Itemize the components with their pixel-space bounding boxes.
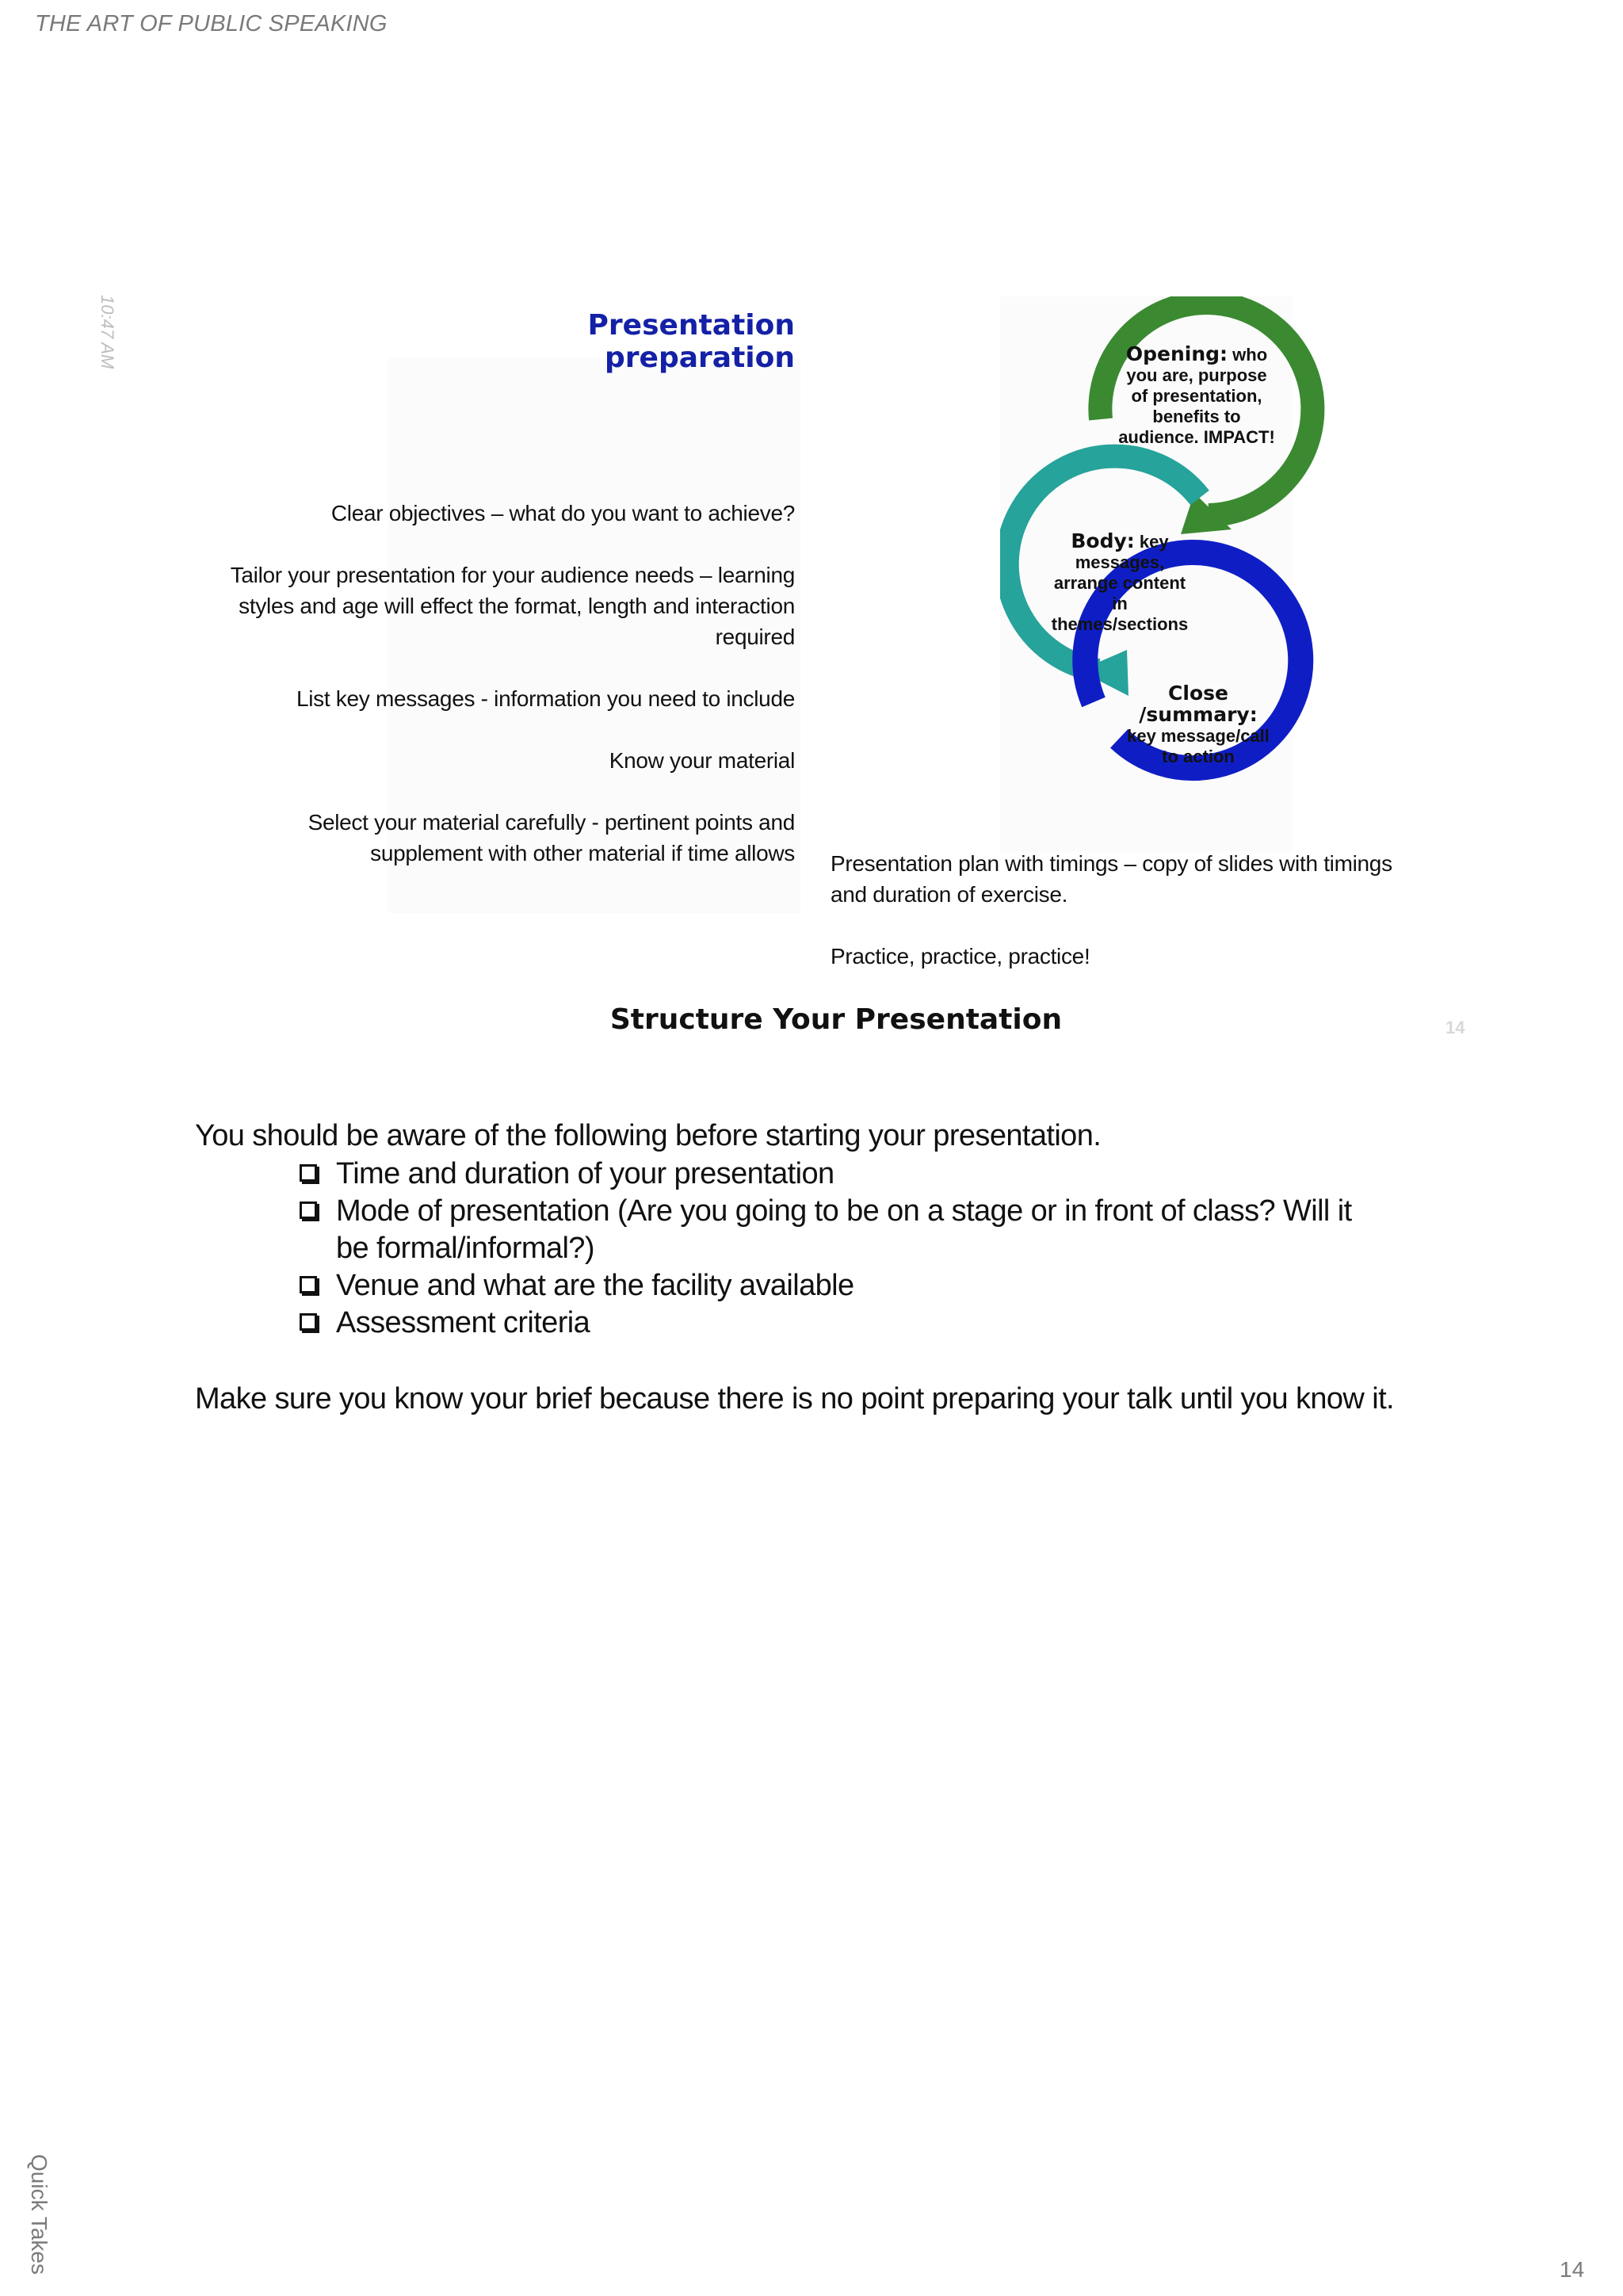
running-header: THE ART OF PUBLIC SPEAKING — [35, 11, 388, 36]
slide-point: Presentation plan with timings – copy of slides with timings and duration of exercise. — [831, 851, 1392, 907]
checkbox-icon — [300, 1276, 317, 1293]
slide-point: Tailor your presentation for your audience needs – learning styles and age will effect the format, length and interaction required — [230, 563, 795, 649]
checkbox-icon — [300, 1201, 317, 1219]
checklist — [300, 1156, 1361, 1342]
body-label — [1044, 531, 1195, 635]
body-lead: Body: — [1071, 529, 1135, 552]
side-timestamp: 10:47 AM — [97, 295, 117, 369]
opening-text: who you are, purpose of presentation, benefits to audience. IMPACT! — [1118, 345, 1275, 447]
close-text: key message/call to action — [1127, 726, 1270, 766]
opening-label — [1117, 344, 1276, 448]
footer-side-label: Quick Takes — [27, 2154, 52, 2275]
slide-right-points — [831, 848, 1417, 1003]
slide-number: 14 — [1445, 1018, 1465, 1037]
checklist-item: Mode of presentation (Are you going to be on a stage or in front of class? Will it be formal/informal?) — [300, 1193, 1361, 1267]
section-intro: You should be aware of the following before starting your presentation. — [195, 1119, 1102, 1152]
slide-point: List key messages - information you need to include — [296, 686, 795, 711]
checkbox-icon — [300, 1313, 317, 1331]
presentation-cycle-diagram — [1000, 296, 1333, 851]
opening-lead: Opening: — [1125, 342, 1228, 365]
checklist-item: Assessment criteria — [300, 1305, 1361, 1342]
checkbox-icon — [300, 1164, 317, 1182]
slide-point: Practice, practice, practice! — [831, 944, 1090, 968]
slide-title: Presentation preparation — [587, 309, 795, 374]
slide-point: Clear objectives – what do you want to achieve? — [330, 501, 795, 525]
section-heading: Structure Your Presentation — [609, 1003, 1063, 1036]
page-number: 14 — [1560, 2257, 1585, 2282]
body-text: key messages, arrange content in themes/sections — [1051, 532, 1189, 634]
checklist-item: Time and duration of your presentation — [300, 1156, 1361, 1193]
close-lead: Close /summary: — [1139, 682, 1258, 726]
section-closing: Make sure you know your brief because there is no point preparing your talk until you know it. — [195, 1382, 1394, 1415]
close-label — [1122, 683, 1274, 767]
slide-point: Know your material — [609, 748, 795, 773]
checklist-item: Venue and what are the facility available — [300, 1267, 1361, 1305]
slide-point: Select your material carefully - pertinent points and supplement with other material if time allows — [307, 810, 795, 865]
slide-left-points — [206, 498, 795, 900]
